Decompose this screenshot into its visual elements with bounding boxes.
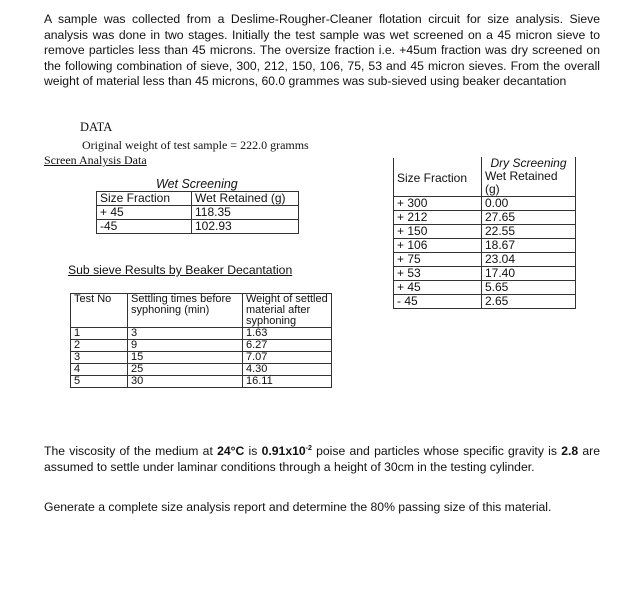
viscosity-base: 0.91x10 [261, 444, 306, 459]
table-row [394, 295, 576, 309]
table-row [394, 211, 576, 225]
weight-cell: 7.07 [243, 352, 332, 364]
sub-sieve-table [70, 293, 332, 388]
viscosity-value [262, 444, 312, 458]
test-no-cell: 5 [71, 376, 128, 388]
table-row [394, 239, 576, 253]
size-cell: + 45 [394, 281, 482, 295]
weight-cell: 118.35 [192, 206, 299, 220]
weight-cell: 4.30 [243, 364, 332, 376]
size-cell: + 212 [394, 211, 482, 225]
dry-screening-table [393, 157, 576, 309]
time-cell: 3 [128, 328, 243, 340]
weight-cell: 6.27 [243, 340, 332, 352]
header-cell: Wet Retained (g) [192, 192, 299, 206]
test-no-cell: 1 [71, 328, 128, 340]
header-cell: Settling times before syphoning (min) [128, 294, 243, 328]
table-row [97, 220, 299, 234]
viscosity-text: The viscosity of the medium at [44, 444, 218, 459]
table-row [394, 281, 576, 295]
weight-cell: 2.65 [482, 295, 576, 309]
header-cell: Test No [71, 294, 128, 328]
size-cell: + 300 [394, 197, 482, 211]
sub-sieve-title: Sub sieve Results by Beaker Decantation [68, 263, 293, 277]
header-cell: Weight of settled material after syphoning [243, 294, 332, 328]
data-heading: DATA [80, 120, 113, 134]
header-label: Size Fraction [397, 171, 468, 185]
weight-cell: 18.67 [482, 239, 576, 253]
table-header-row [71, 294, 332, 328]
table-header-row [394, 158, 576, 197]
viscosity-paragraph [44, 441, 600, 475]
viscosity-text: is [244, 444, 262, 459]
weight-cell: 17.40 [482, 267, 576, 281]
screen-analysis-title: Screen Analysis Data [44, 153, 147, 167]
problem-intro-paragraph: A sample was collected from a Deslime-Rougher-Cleaner flotation circuit for size analysis. Sieve analysis was done in two stages. Initially the test sample was wet screened on a 45 micron sieve to remove particles less than 45 microns. The oversize fraction i.e. +45um fraction was dry screened on the following combination of sieve, 300, 212, 150, 106, 75, 53 and 45 micron sieves. From the overall weight of material less than 45 microns, 60.0 grammes was sub-sieved using beaker decantation [44, 12, 600, 89]
viscosity-text: poise and particles whose specific gravity is [311, 444, 562, 459]
viscosity-exponent: -2 [305, 445, 312, 452]
time-cell: 9 [128, 340, 243, 352]
table-row [394, 197, 576, 211]
weight-cell: 23.04 [482, 253, 576, 267]
dry-screening-caption: Dry Screening [490, 156, 567, 170]
header-cell: Size Fraction [97, 192, 192, 206]
wet-screening-table [96, 191, 299, 234]
table-row [71, 364, 332, 376]
temperature-value: 24°C [217, 444, 245, 459]
task-instruction: Generate a complete size analysis report and determine the 80% passing size of this material. [44, 500, 552, 514]
weight-cell: 1.63 [243, 328, 332, 340]
weight-cell: 16.11 [243, 376, 332, 388]
table-row [71, 340, 332, 352]
test-no-cell: 2 [71, 340, 128, 352]
test-no-cell: 4 [71, 364, 128, 376]
weight-cell: 27.65 [482, 211, 576, 225]
specific-gravity-value: 2.8 [561, 444, 579, 459]
size-cell: + 150 [394, 225, 482, 239]
table-row [97, 206, 299, 220]
table-header-row [97, 192, 299, 206]
weight-cell: 0.00 [482, 197, 576, 211]
header-label: Wet Retained (g) [485, 169, 558, 196]
size-cell: + 106 [394, 239, 482, 253]
time-cell: 25 [128, 364, 243, 376]
table-row [71, 352, 332, 364]
viscosity-text: are assumed to settle under laminar conditions through a height of 30cm in the testing cylinder. [44, 444, 600, 474]
header-cell [394, 158, 482, 197]
size-cell: - 45 [394, 295, 482, 309]
original-weight-line: Original weight of test sample = 222.0 gramms [82, 138, 309, 152]
table-row [394, 267, 576, 281]
wet-screening-caption: Wet Screening [156, 177, 238, 191]
time-cell: 15 [128, 352, 243, 364]
header-cell [482, 158, 576, 197]
size-cell: + 53 [394, 267, 482, 281]
weight-cell: 5.65 [482, 281, 576, 295]
size-cell: + 75 [394, 253, 482, 267]
weight-cell: 102.93 [192, 220, 299, 234]
time-cell: 30 [128, 376, 243, 388]
test-no-cell: 3 [71, 352, 128, 364]
table-row [394, 253, 576, 267]
weight-cell: 22.55 [482, 225, 576, 239]
table-row [394, 225, 576, 239]
table-row [71, 376, 332, 388]
size-cell: + 45 [97, 206, 192, 220]
table-row [71, 328, 332, 340]
size-cell: -45 [97, 220, 192, 234]
